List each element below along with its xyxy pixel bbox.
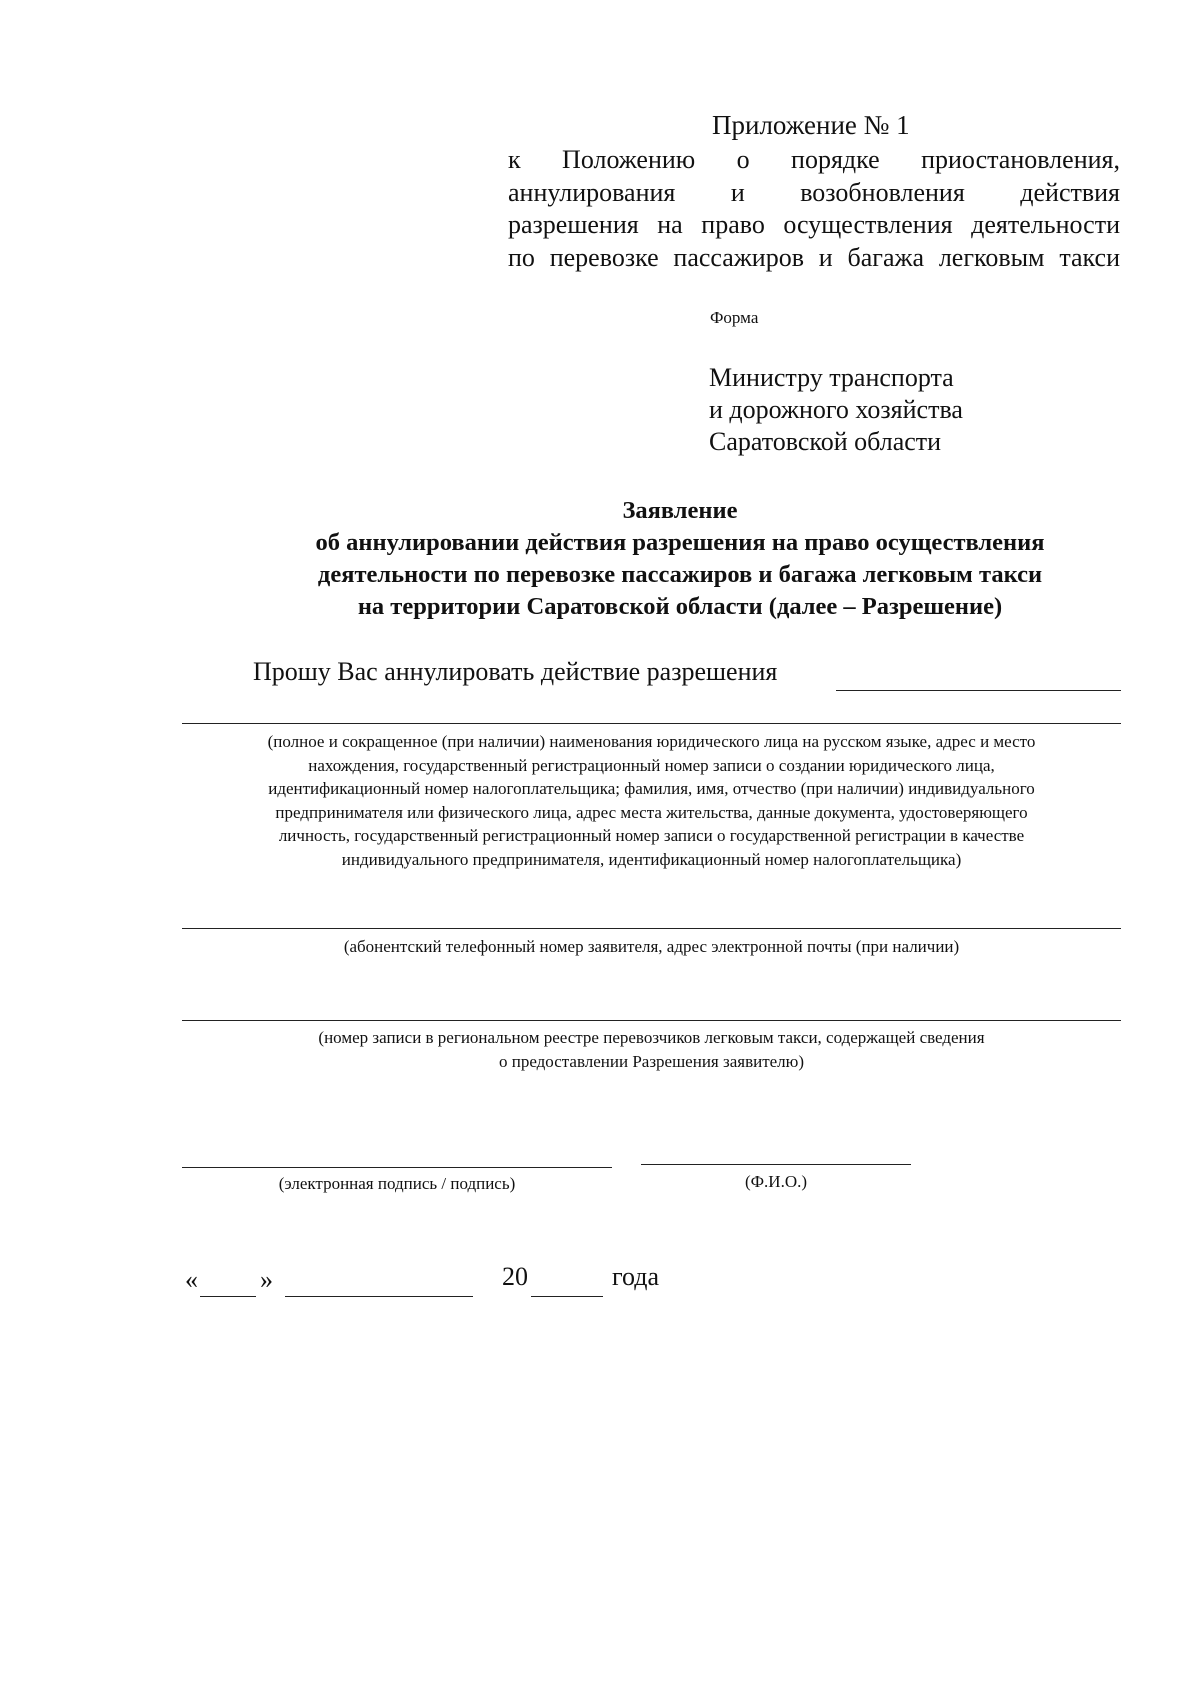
appendix-title: Приложение № 1 <box>712 110 910 140</box>
hint-line: индивидуального предпринимателя, идентификационный номер налогоплательщика) <box>341 849 962 869</box>
appendix-line-1 <box>508 144 1120 177</box>
name-hint <box>641 1170 911 1194</box>
appendix-word: аннулирования <box>508 177 676 207</box>
appendix-reference <box>508 144 1120 274</box>
appendix-line-3: разрешения на право осуществления деятельности <box>508 210 1120 239</box>
date-close-quote: » <box>260 1265 273 1294</box>
hint-line: (абонентский телефонный номер заявителя, адрес электронной почты (при наличии) <box>343 937 960 956</box>
hint-line: нахождения, государственный регистрационный номер записи о создании юридического лица, <box>308 755 995 775</box>
appendix-word: о <box>736 145 750 174</box>
contacts-hint <box>182 935 1121 959</box>
registry-field-line[interactable] <box>182 1020 1121 1021</box>
request-text: Прошу Вас аннулировать действие разрешения <box>253 657 778 686</box>
date-year-suffix: года <box>612 1262 660 1291</box>
document-title-line: об аннулировании действия разрешения на право осуществления <box>315 529 1045 556</box>
document-title-line: Заявление <box>622 497 738 524</box>
name-field-line[interactable] <box>641 1164 911 1165</box>
date-open-quote: « <box>185 1265 198 1294</box>
contacts-field-line[interactable] <box>182 928 1121 929</box>
date-day-field[interactable] <box>200 1296 256 1297</box>
appendix-word: действия <box>1020 177 1120 207</box>
appendix-word: приостановления, <box>921 145 1120 174</box>
addressee-line: и дорожного хозяйства <box>709 395 963 424</box>
document-title-line: деятельности по перевозке пассажиров и багажа легковым такси <box>317 561 1043 588</box>
permit-field-line[interactable] <box>836 690 1121 691</box>
hint-line: (номер записи в региональном реестре перевозчиков легковым такси, содержащей сведения <box>318 1028 985 1047</box>
appendix-line-4: по перевозке пассажиров и багажа легковым такси <box>508 242 1120 272</box>
document-title <box>120 495 1200 623</box>
registry-hint <box>182 1026 1121 1073</box>
document-title-line: на территории Саратовской области (далее – Разрешение) <box>357 593 1003 620</box>
hint-line: (полное и сокращенное (при наличии) наименования юридического лица на русском языке, адрес и место <box>267 732 1036 751</box>
hint-line: о предоставлении Разрешения заявителю) <box>498 1051 805 1071</box>
form-label: Форма <box>710 308 759 327</box>
addressee-line: Саратовской области <box>709 427 942 456</box>
date-year-field[interactable] <box>531 1296 603 1297</box>
appendix-word: возобновления <box>800 177 965 207</box>
appendix-word: Положению <box>562 145 696 174</box>
applicant-hint <box>182 730 1121 871</box>
hint-line: идентификационный номер налогоплательщика; фамилия, имя, отчество (при наличии) индивидуального <box>268 779 1035 798</box>
addressee-line: Министру транспорта <box>709 363 954 392</box>
signature-hint <box>182 1172 612 1196</box>
appendix-line-2 <box>508 177 1120 210</box>
date-month-field[interactable] <box>285 1296 473 1297</box>
appendix-word: к <box>508 145 521 174</box>
hint-line: (электронная подпись / подпись) <box>278 1174 516 1193</box>
hint-line: личность, государственный регистрационный номер записи о государственной регистрации в качестве <box>278 826 1025 845</box>
addressee-block <box>709 362 963 458</box>
applicant-field-line[interactable] <box>182 723 1121 724</box>
appendix-word: и <box>730 177 745 207</box>
hint-line: предпринимателя или физического лица, адрес места жительства, данные документа, удостоверяющего <box>275 802 1028 822</box>
appendix-word: порядке <box>791 145 880 174</box>
hint-line: (Ф.И.О.) <box>744 1172 808 1191</box>
signature-field-line[interactable] <box>182 1167 612 1168</box>
date-year-prefix: 20 <box>502 1262 528 1291</box>
